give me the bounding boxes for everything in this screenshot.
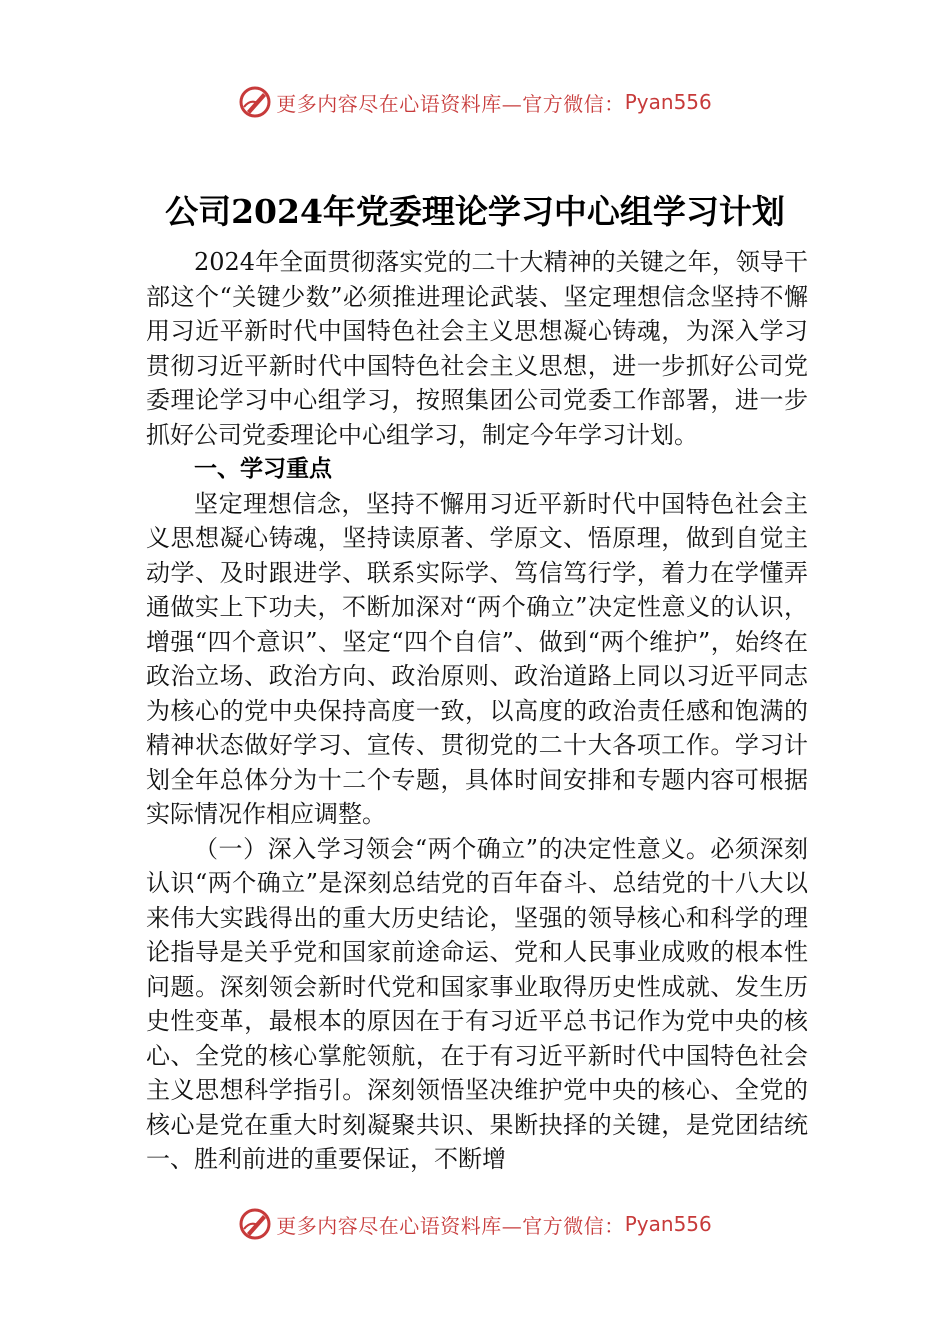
watermark-wechat-id: Pyan556 xyxy=(624,90,712,114)
document-body-viewport xyxy=(140,245,820,1220)
item-paragraph: （一）深入学习领会“两个确立”的决定性意义。必须深刻认识“两个确立”是深刻总结党的百年奋斗、总结党的十八大以来伟大实践得出的重大历史结论，坚强的领导核心和科学的理论指导是关乎党和国家前途命运、党和人民事业成败的根本性问题。深刻领会新时代党和国家事业取得历史性成就、发生历史性变革，最根本的原因在于有习近平总书记作为党中央的核心、全党的核心掌舵领航，在于有习近平新时代中国特色社会主义思想科学指引。深刻领悟坚决维护党中央的核心、全党的核心是党在重大时刻凝聚共识、果断抉择的关键，是党团结统一、胜利前进的重要保证，不断增 xyxy=(146,834,808,1173)
document-title: 公司2024年党委理论学习中心组学习计划 xyxy=(165,192,785,231)
watermark-text: 更多内容尽在心语资料库—官方微信： xyxy=(276,1213,625,1238)
watermark-text: 更多内容尽在心语资料库—官方微信： xyxy=(276,91,625,116)
watermark-wechat-id: Pyan556 xyxy=(624,1212,712,1236)
pen-seal-icon xyxy=(238,85,272,119)
intro-paragraph: 2024年全面贯彻落实党的二十大精神的关键之年，领导干部这个“关键少数”必须推进理论武装、坚定理想信念坚持不懈用习近平新时代中国特色社会主义思想凝心铸魂，为深入学习贯彻习近平新时代中国特色社会主义思想，进一步抓好公司党委理论学习中心组学习，按照集团公司党委工作部署，进一步抓好公司党委理论中心组学习，制定今年学习计划。 xyxy=(146,248,808,449)
document-body xyxy=(146,245,808,1177)
header-watermark xyxy=(0,82,950,122)
pen-seal-icon xyxy=(238,1207,272,1241)
footer-watermark xyxy=(0,1202,950,1242)
section-heading-study-focus: 一、学习重点 xyxy=(194,456,332,482)
section-paragraph: 坚定理想信念，坚持不懈用习近平新时代中国特色社会主义思想凝心铸魂，坚持读原著、学原文、悟原理，做到自觉主动学、及时跟进学、联系实际学、笃信笃行学，着力在学懂弄通做实上下功夫，不断加深对“两个确立”决定性意义的认识，增强“四个意识”、坚定“四个自信”、做到“两个维护”，始终在政治立场、政治方向、政治原则、政治道路上同以习近平同志为核心的党中央保持高度一致，以高度的政治责任感和饱满的精神状态做好学习、宣传、贯彻党的二十大各项工作。学习计划全年总体分为十二个专题，具体时间安排和专题内容可根据实际情况作相应调整。 xyxy=(146,489,808,828)
